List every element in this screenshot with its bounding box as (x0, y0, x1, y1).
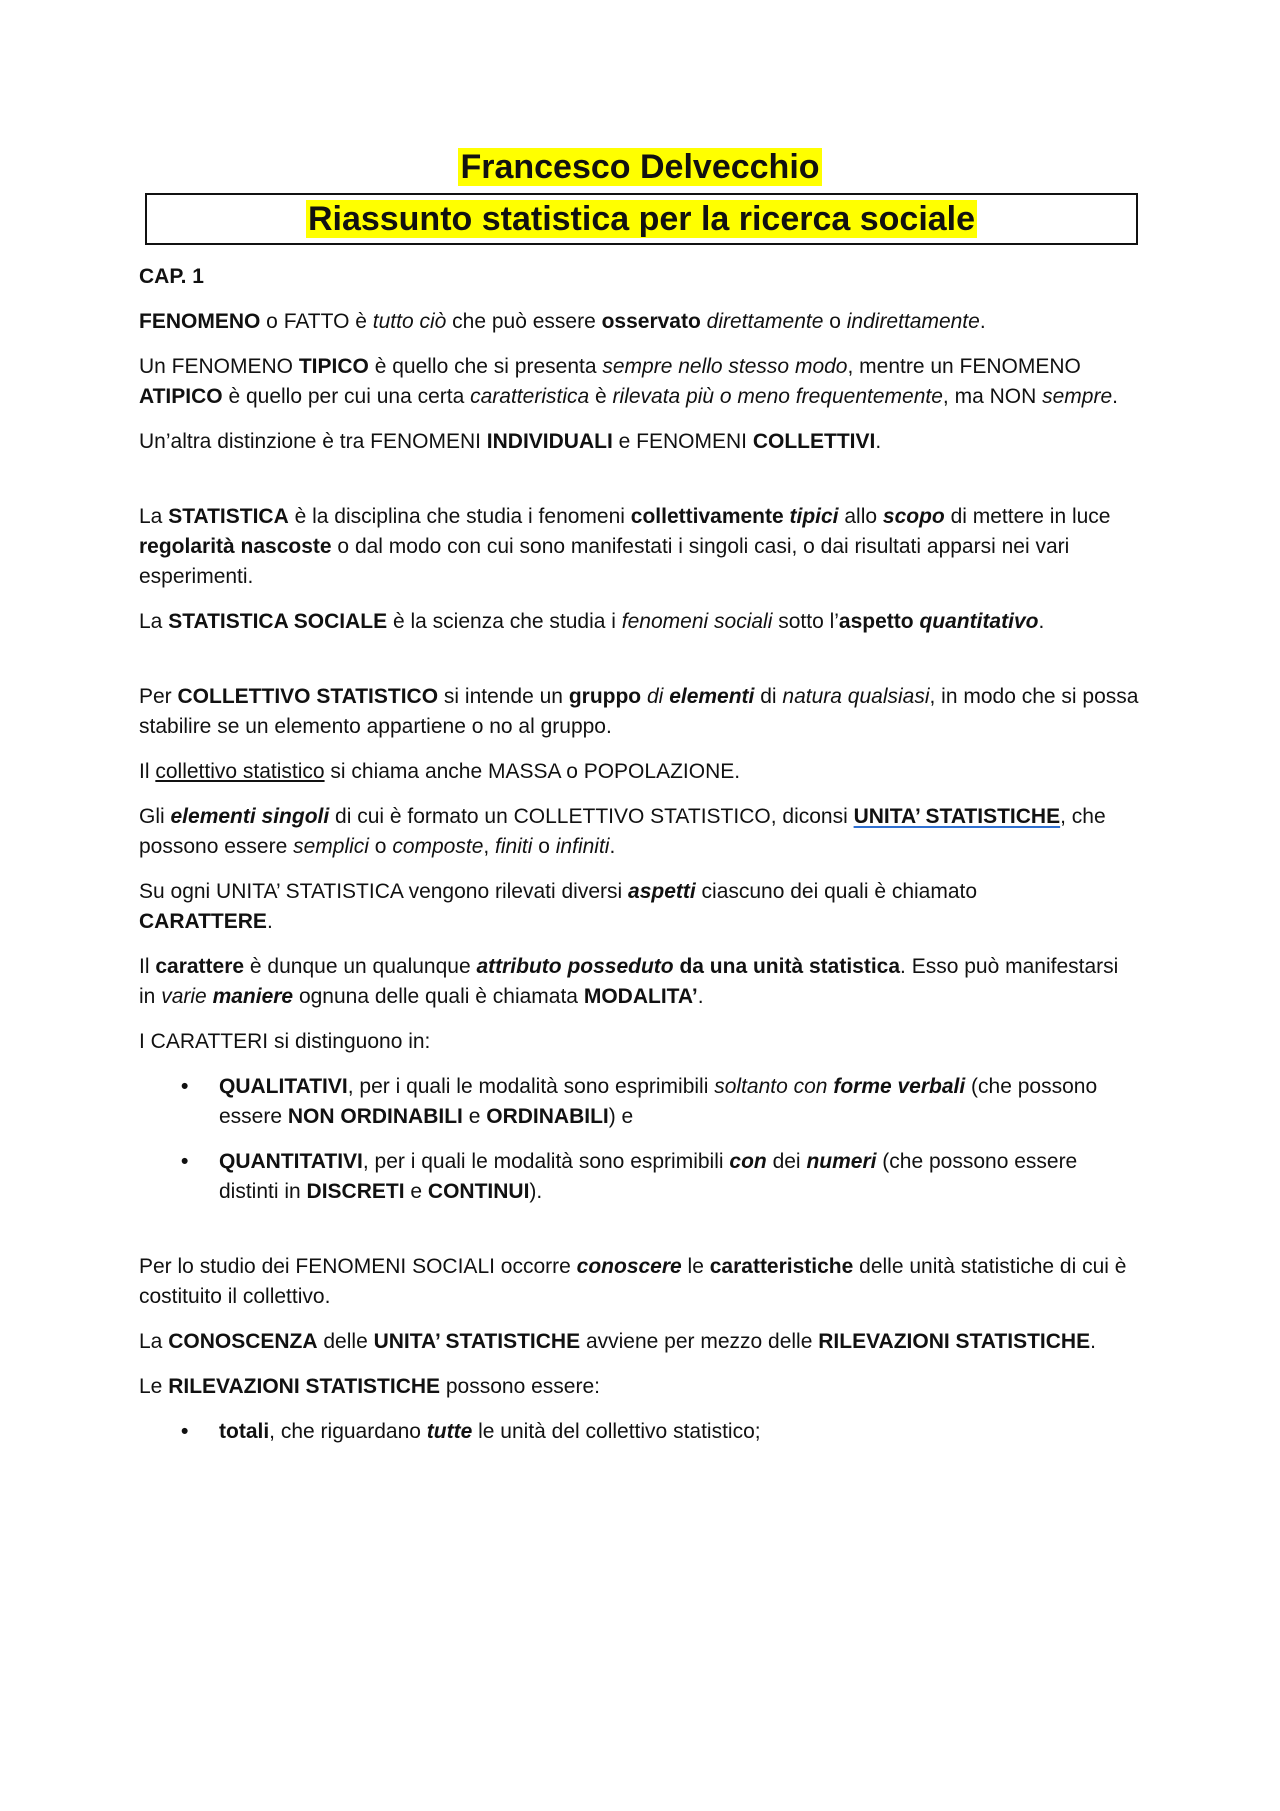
paragraph-fenomeni-sociali: Per lo studio dei FENOMENI SOCIALI occorre conoscere le caratteristiche delle unità statistiche di cui è costituito il collettivo. (139, 1255, 1127, 1308)
spacer (139, 1222, 1139, 1252)
document-title-box (145, 193, 1138, 245)
paragraph-statistica-sociale: La STATISTICA SOCIALE è la scienza che studia i fenomeni sociali sotto l’aspetto quantitativo. (139, 610, 1045, 633)
paragraph-unita: Gli elementi singoli di cui è formato un COLLETTIVO STATISTICO, diconsi UNITA’ STATISTICHE, che possono essere semplici o composte, finiti o infiniti. (139, 805, 1106, 858)
author-highlight: Francesco Delvecchio (460, 148, 820, 186)
spacer (139, 472, 1139, 502)
list-item: • totali, che riguardano tutte le unità del collettivo statistico; (139, 1417, 1139, 1447)
paragraph-aspetti: Su ogni UNITA’ STATISTICA vengono rilevati diversi aspetti ciascuno dei quali è chiamato CARATTERE. (139, 880, 978, 933)
document-title: Riassunto statistica per la ricerca sociale (307, 200, 976, 238)
paragraph-fenomeno: FENOMENO o FATTO è tutto ciò che può essere osservato direttamente o indirettamente. (139, 310, 986, 333)
paragraph-statistica: La STATISTICA è la disciplina che studia i fenomeni collettivamente tipici allo scopo di mettere in luce regolarità nascoste o dal modo con cui sono manifestati i singoli casi, o dai risultati apparsi nei vari esperimenti. (139, 505, 1111, 588)
author-name (0, 145, 1280, 189)
rilevazioni-list (139, 1417, 1139, 1447)
paragraph-popolazione: Il collettivo statistico si chiama anche MASSA o POPOLAZIONE. (139, 760, 741, 783)
paragraph-conoscenza: La CONOSCENZA delle UNITA’ STATISTICHE avviene per mezzo delle RILEVAZIONI STATISTICHE. (139, 1330, 1096, 1353)
spacer (139, 652, 1139, 682)
list-item: • QUALITATIVI, per i quali le modalità sono esprimibili soltanto con forme verbali (che possono essere NON ORDINABILI e ORDINABILI) e (139, 1072, 1139, 1132)
chapter-heading: CAP. 1 (139, 265, 204, 288)
caratteri-list (139, 1072, 1139, 1207)
document-body (139, 262, 1139, 1462)
unita-statistiche-term: UNITA’ STATISTICHE (853, 805, 1061, 828)
list-item: • QUANTITATIVI, per i quali le modalità sono esprimibili con dei numeri (che possono essere distinti in DISCRETI e CONTINUI). (139, 1147, 1139, 1207)
paragraph-caratteri: I CARATTERI si distinguono in: (139, 1030, 431, 1053)
paragraph-tipico: Un FENOMENO TIPICO è quello che si presenta sempre nello stesso modo, mentre un FENOMENO ATIPICO è quello per cui una certa caratteristica è rilevata più o meno frequentemente, ma NON sempre. (139, 355, 1118, 408)
paragraph-carattere: Il carattere è dunque un qualunque attributo posseduto da una unità statistica. Esso può manifestarsi in varie maniere ognuna delle quali è chiamata MODALITA’. (139, 955, 1119, 1008)
paragraph-rilevazioni: Le RILEVAZIONI STATISTICHE possono essere: (139, 1375, 600, 1398)
paragraph-collettivo: Per COLLETTIVO STATISTICO si intende un gruppo di elementi di natura qualsiasi, in modo che si possa stabilire se un elemento appartiene o no al gruppo. (139, 685, 1139, 738)
paragraph-individuali: Un’altra distinzione è tra FENOMENI INDIVIDUALI e FENOMENI COLLETTIVI. (139, 430, 882, 453)
